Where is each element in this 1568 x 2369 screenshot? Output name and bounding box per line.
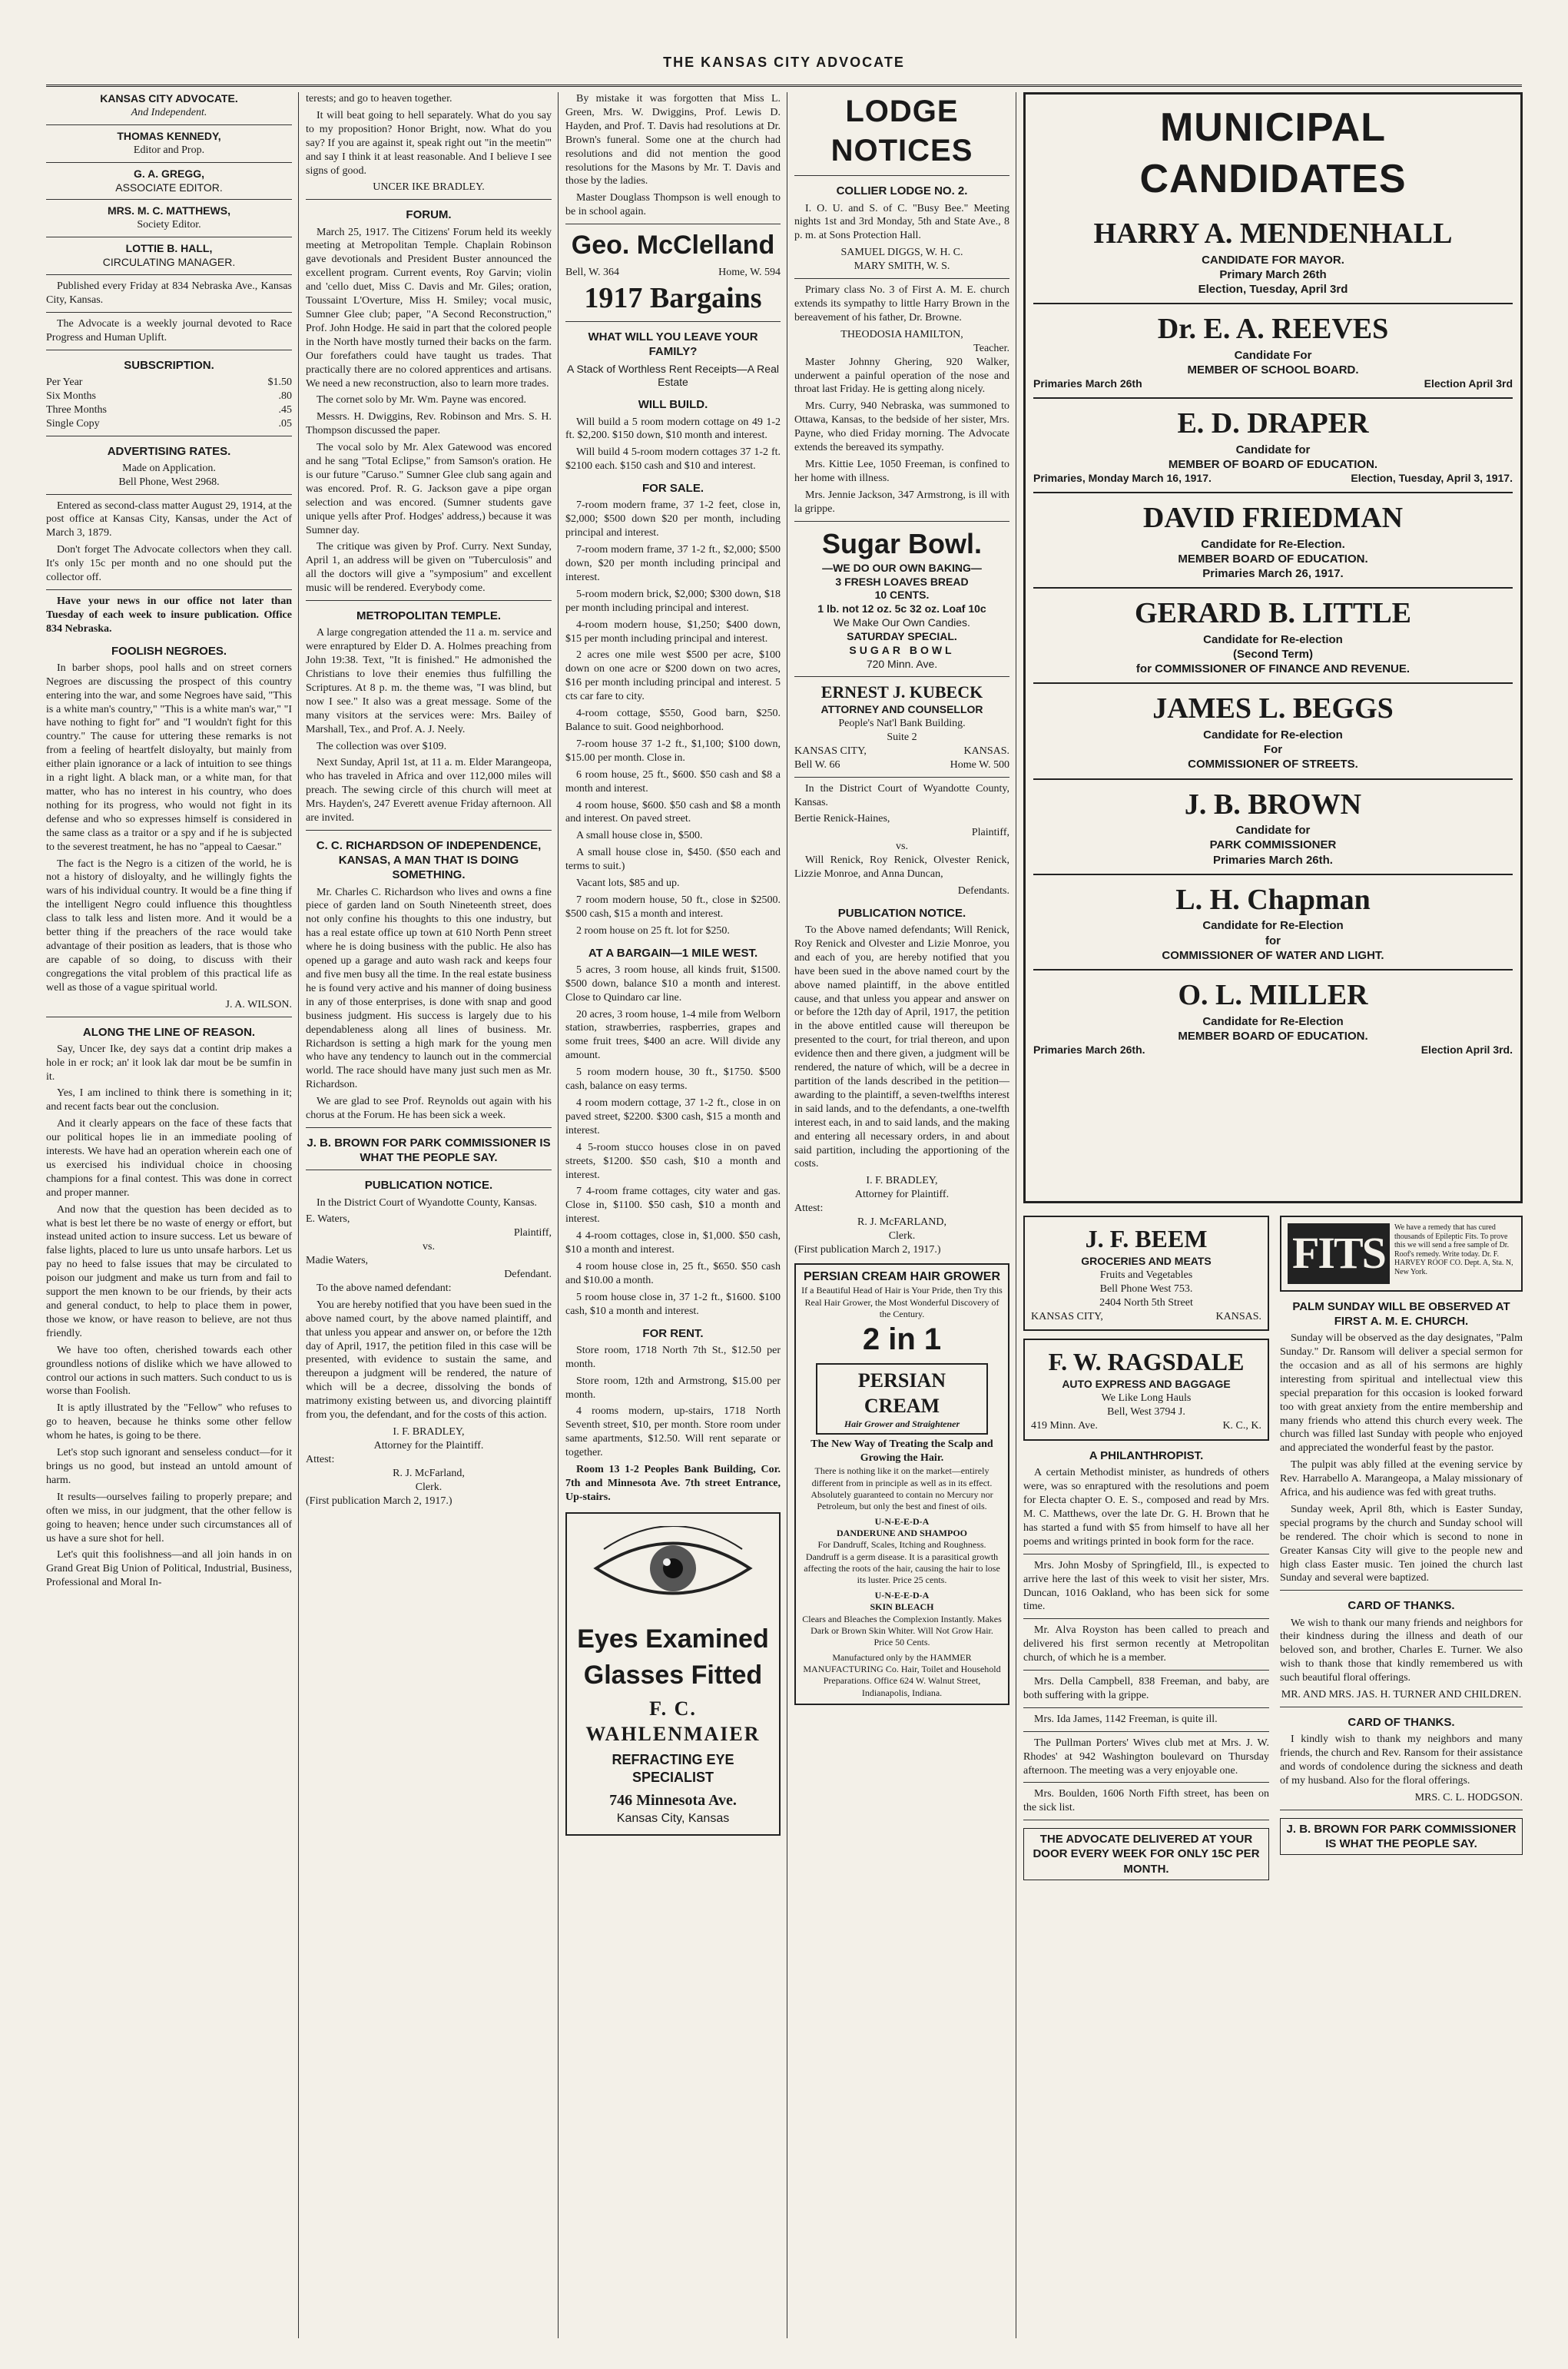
persian-logo [816,1363,988,1435]
bargain-heading: AT A BARGAIN—1 MILE WEST. [588,946,758,960]
listing: A small house close in, $500. [576,830,703,842]
candidate-dates: Primaries, Monday March 16, 1917. Election, Tuesday, April 3, 1917. [1033,472,1513,485]
article-paragraph: It results—ourselves failing to properly prepare; and often we miss, in our judgment, that the other fellow is going to heaven; hence under such circumstances all of us have a sure shot for hell. [46,1491,292,1544]
candidate-card [1033,589,1513,684]
article-paragraph: The vocal solo by Mr. Alex Gatewood was encored and he sang "Total Eclipse," from Samson's oration. He is our future "Caruso." Sumner Glee club sang again and was encored. Prof. R. G. Jackson gave a pipe organ selection and was encored. (Sumner students gave unique yells after Prof. Hodges' address,) because it was Sumner day. [306,442,552,536]
metropolitan-heading: METROPOLITAN TEMPLE. [356,609,502,623]
brown-box: J. B. BROWN FOR PARK COMMISSIONER IS WHAT THE PEOPLE SAY. [1280,1818,1523,1855]
delivered-note: THE ADVOCATE DELIVERED AT YOUR DOOR EVERY WEEK FOR ONLY 15C PER MONTH. [1023,1828,1269,1880]
richardson-heading: C. C. RICHARDSON OF INDEPENDENCE, KANSAS, A MAN THAT IS DOING SOMETHING. [316,838,542,882]
publication-heading: PUBLICATION NOTICE. [837,906,966,920]
article-signature: UNCER IKE BRADLEY. [373,181,485,194]
candidate-line: Candidate for [1235,824,1311,838]
beem-line: 2404 North 5th Street [1099,1296,1193,1309]
attorney-role: Attorney for the Plaintiff. [373,1439,484,1452]
article-signature: J. A. WILSON. [225,998,292,1010]
staff-name-3: MRS. M. C. MATTHEWS, [108,204,230,217]
candidate-line: COMMISSIONER OF WATER AND LIGHT. [1162,948,1384,962]
listing: Store room, 12th and Armstrong, $15.00 per month. [565,1375,781,1401]
listing: 20 acres, 3 room house, 1-4 mile from Welborn station, strawberries, raspberries, grapes and some fruit trees, $400 an acre. Will divide any amount. [565,1008,781,1062]
listing: 4-room modern house, $1,250; $400 down, $15 per month including principal and interest. [565,619,781,645]
article-paragraph: Sunday will be observed as the day designates, "Palm Sunday." Dr. Ransom will deliver a special sermon for the occasion and as all of his sermons are highly interesting from spiritual and intellectual view this special preparation for this occasion is looked forward too with great anxiety from the entire membership and many friends who attend this church every week. The church was filled last Sunday with people who enjoyed and appreciated the wonderful feast by the pastor. [1280,1332,1523,1455]
forum-heading: FORUM. [406,208,452,222]
candidate-card [1033,304,1513,399]
family-question: WHAT WILL YOU LEAVE YOUR FAMILY? [588,330,758,359]
optician-ad [565,1512,781,1836]
listing: 5 acres, 3 room house, all kinds fruit, $1500. $500 down, balance $10 a month and interest. Close to Quindaro car line. [565,964,781,1004]
collier-heading: COLLIER LODGE NO. 2. [836,184,968,198]
subscription-row: Per Year $1.50 [46,376,292,388]
candidate-name: JAMES L. BEGGS [1152,692,1394,725]
kubeck-city-row: KANSAS CITY, KANSAS. [794,745,1009,757]
article-paragraph: Let's quit this foolishness—and all join hands in on Grand Great Big Union of Political, Industrial, Business, Professional and Moral In- [46,1549,292,1589]
attorney-name: I. F. BRADLEY, [866,1175,938,1187]
article-paragraph: The collection was over $109. [317,740,447,752]
article-paragraph: And now that the question has been decided as to what is best let there be no waste of energy or effort, but instead united action to insure success. Let us beware of false lights, placed to lure us unto unsafe harbors. Let us pay no heed to false issues that may be circulated to poison our judgment and make us turn from and fail to support the men known to be our friends, by their acts and general conduct, to help to place them in power, those we know, or have reason to believe, are not thus friendly. [46,1203,292,1339]
masthead-title: THE KANSAS CITY ADVOCATE [663,55,905,70]
paper-name: KANSAS CITY ADVOCATE. [100,92,238,105]
candidate-card [1033,780,1513,875]
candidate-line: (Second Term) [1233,648,1313,662]
first-publication: (First publication March 2, 1917.) [794,1243,941,1256]
clerk-role: Clerk. [888,1229,916,1242]
fits-ad [1280,1216,1523,1292]
listing: 4-room cottage, $550, Good barn, $250. Balance to suit. Good neighborhood. [565,708,781,733]
article-paragraph: A large congregation attended the 11 a. m. service and were enraptured by Elder D. A. Holmes preaching from John 19:38. Text, "It is finished." He admonished the Christians to love their enemies thus fulfilling the Scriptures. At 8 p. m. the theme was, "I was blind, but now I see." It also was a great message. Some of the many visitors at the services were: Mrs. Bailey of Marshall, Tex., and Prof. A. J. Neely. [306,627,552,735]
candidate-line: Election, Tuesday, April 3rd [1198,283,1348,297]
eye-icon [588,1526,757,1611]
article-paragraph: Mrs. Jennie Jackson, 347 Armstrong, is ill with la grippe. [794,489,1009,515]
listing: 4 5-room stucco houses close in on paved streets, $1200. $50 cash, $10 a month and interest. [565,1141,781,1181]
ragsdale-ad [1023,1339,1269,1441]
article-paragraph: The fact is the Negro is a citizen of the world, he is not a history of disloyalty, and he willingly fights the wars of his individual country. It would be a fine thing if the intelligent Negro could influence this thoughtless class to talk less and listen more. And it would be a better thing if the preachers of the race would take advantage of their position as leaders, that is those who are capable of so doing, to discuss with their congregations the vital problem of this practical life as well as those of a vague spiritual world. [46,858,292,994]
candidate-dates: Primaries March 26th. Election April 3rd. [1033,1043,1513,1057]
persian-new: The New Way of Treating the Scalp and Growing the Hair. [811,1438,993,1465]
article-paragraph: The cornet solo by Mr. Wm. Payne was encored. [317,394,527,406]
kubeck-phone-row: Bell W. 66 Home W. 500 [794,758,1009,771]
listing: 2 acres one mile west $500 per acre, $100 down on one acre or $200 down on two acres, $16 per month including principal and interest. 5 cts car fare to city. [565,649,781,703]
thanks-heading: CARD OF THANKS. [1348,1716,1455,1729]
listing: Vacant lots, $85 and up. [576,878,680,890]
clerk-name: R. J. McFARLAND, [857,1216,947,1229]
beem-name: J. F. BEEM [1085,1225,1208,1253]
column-5 [1023,92,1523,2338]
article-paragraph: In barber shops, pool halls and on street corners Negroes are discussing the prospect of this country entering into the war, and some Negroes have said, "This is a white man's country," "This is a white man's war," "I have nothing to fight for" and "I wouldn't fight for this country." The cause for uttering these remarks is not from a feeling of heartfelt disloyalty, but mainly from either plain ignorance or a lack of intuition to see things in a right light. A black man, or a white man, for that matter, who has no interest in his country, who does nothing for its progress, who would not fight in its defense and who so expresses himself is considered in the same class as a traitor or a spy and if he is subjected to the severest treatment, he has no "appeal to Caesar." [46,662,292,853]
attest: Attest: [794,1203,824,1215]
staff-role-2: ASSOCIATE EDITOR. [115,181,223,194]
article-paragraph: And it clearly appears on the face of these facts that our political hopes lie in an immediate pooling of interests. We have had an operation wherein each one of us exercised his individual choice in choosing champions for a final contest. This was done in correct and proper manner. [46,1118,292,1199]
uneda-manufacturer: Manufactured only by the HAMMER MANUFACTURING Co. Hair, Toilet and Household Preparations. Office 624 W. Walnut Street, Indianapolis, Indiana. [803,1651,1001,1698]
attorney-role: Attorney for Plaintiff. [854,1189,950,1201]
municipal-candidates-title: MUNICIPAL CANDIDATES [1139,105,1407,201]
listing: 7 room modern house, 50 ft., close in $2500. $500 cash, $15 a month and interest. [565,894,781,920]
mcclelland-address: Room 13 1-2 Peoples Bank Building, Cor. 7th and Minnesota Ave. 7th street Entrance, Up-stairs. [565,1464,781,1503]
column-4 [794,92,1016,2338]
sugar-line: —WE DO OUR OWN BAKING— [822,561,982,574]
kubeck-name: ERNEST J. KUBECK [820,682,983,702]
listing: 4 rooms modern, up-stairs, 1718 North Seventh street, $10, per month. Store room under same apartments, $12.50. Will rent separate or together. [565,1405,781,1459]
mission-note: The Advocate is a weekly journal devoted to Race Progress and Human Uplift. [46,317,292,343]
reason-heading: ALONG THE LINE OF REASON. [82,1025,256,1039]
persian-subheading: If a Beautiful Head of Hair is Your Pride, then Try this Real Hair Grower, the Most Wonderful Discovery of the Century. [801,1285,1003,1319]
article-paragraph: I kindly wish to thank my neighbors and many friends, the church and Rev. Ransom for their assistance and words of condolence during the sickness and death of my husband. Also for the floral offerings. [1280,1734,1523,1787]
optician-specialty: REFRACTING EYE SPECIALIST [612,1752,734,1786]
listing: 7-room modern frame, 37 1-2 ft., $2,000; $500 down, $20 per month including principal and interest. [565,544,781,583]
candidate-line: PARK COMMISSIONER [1209,838,1337,852]
lower-section [1023,1216,1523,1883]
news-note: Have your news in our office not later than Tuesday of each week to insure publication. Office 834 Nebraska. [46,595,292,635]
primary-signature: THEODOSIA HAMILTON, [840,328,963,340]
sugar-bowl-title: Sugar Bowl. [821,527,983,559]
uneda-title: U-N-E-E-D-A [874,1589,930,1601]
article-paragraph: Messrs. H. Dwiggins, Rev. Robinson and Mrs. S. H. Thompson discussed the paper. [306,411,552,437]
article-paragraph: Sunday week, April 8th, which is Easter Sunday, special programs by the church and Sunday school will be rendered. The choir which is second to none in Greater Kansas City will give to the people new and high class Easter music. Ten joined the church last Sunday and several were baptized. [1280,1503,1523,1584]
plaintiff-label: Plaintiff, [513,1227,552,1239]
beem-line: GROCERIES AND MEATS [1081,1254,1212,1267]
candidate-name: Dr. E. A. REEVES [1157,313,1389,346]
candidate-dates: Primaries March 26th Election April 3rd [1033,377,1513,390]
uneda-title: U-N-E-E-D-A [874,1515,930,1527]
listing: Store room, 1718 North 7th St., $12.50 per month. [565,1344,781,1370]
column-1 [46,92,299,2338]
ragsdale-address-row: 419 Minn. Ave. K. C., K. [1031,1420,1261,1432]
candidate-line: Primary March 26th [1219,267,1327,281]
thanks-signature: MRS. C. L. HODGSON. [1414,1791,1523,1803]
article-paragraph: Mrs. Ida James, 1142 Freeman, is quite ill. [1034,1713,1218,1725]
subscription-heading: SUBSCRIPTION. [124,358,214,372]
persian-cream-ad [794,1263,1009,1705]
listing: 4 room house close in, 25 ft., $650. $50 cash and $10.00 a month. [565,1260,781,1286]
uneda-subtitle: SKIN BLEACH [870,1601,934,1613]
lower-right-column [1280,1216,1523,1883]
listing: 6 room house, 25 ft., $600. $50 cash and $8 a month and interest. [565,768,781,795]
foolish-heading: FOOLISH NEGROES. [111,644,227,658]
persian-body: There is nothing like it on the market—entirely different from in principle as well as in its effect. Absolutely guaranteed to contain no Mercury nor Petroleum, but only the best and finest of oils. [811,1465,993,1512]
staff-name-2: G. A. GREGG, [133,167,205,180]
candidate-line: For [1263,743,1283,757]
defendant-label: Defendant. [504,1269,552,1281]
persian-logo-text: PERSIAN CREAM [857,1369,946,1417]
candidate-name: GERARD B. LITTLE [1134,597,1412,630]
article-paragraph: It will beat going to hell separately. What do you say to my proposition? Honor Bright, now. What do you say? If you are against it, speak right out "in the meetin'" and say I think it at least reasonable. And I believe I see signs of good. [306,109,552,177]
municipal-candidates-box [1023,92,1523,1203]
defendants-names: Will Renick, Roy Renick, Olvester Renick, Lizzie Monroe, and Anna Duncan, [794,854,1009,881]
candidate-name: J. B. BROWN [1184,788,1362,821]
article-paragraph: Mrs. Kittie Lee, 1050 Freeman, is confined to her home with illness. [794,458,1009,484]
clerk-name: R. J. McFarland, [393,1467,465,1479]
for-sale-heading: FOR SALE. [641,482,704,496]
listing: 7-room modern frame, 37 1-2 feet, close in, $2,000; $500 down $20 per month, including principal and interest. [565,499,781,539]
candidate-line: MEMBER BOARD OF EDUCATION. [1178,1029,1368,1043]
clerk-role: Clerk. [415,1481,443,1493]
article-paragraph: We have too often, cherished towards each other groundless notions of dislike which we have allowed to control our actions in such matters. Such conduct to us is worse than Foolish. [46,1344,292,1398]
article-paragraph: Mrs. Curry, 940 Nebraska, was summoned to Ottawa, Kansas, to the bedside of her sister, Mrs. Payne, who died Friday morning. The Advocate extends the bereaved its sympathy. [794,400,1009,454]
ragsdale-line: We Like Long Hauls [1101,1392,1192,1405]
listing: 5 room modern house, 30 ft., $1750. $500 cash, balance on easy terms. [565,1067,781,1093]
candidate-line: MEMBER OF BOARD OF EDUCATION. [1168,458,1378,471]
staff-role-3: Society Editor. [137,219,201,231]
sugar-line: 10 CENTS. [874,589,930,602]
kubeck-building: People's Nat'l Bank Building. [838,717,966,729]
versus: vs. [896,841,908,853]
column-3 [565,92,787,2338]
article-paragraph: By mistake it was forgotten that Miss L. Green, Mrs. W. Dwiggins, Prof. Lewis D. Hayden, and Prof. T. Davis had resolutions at Dr. Brown's funeral. Some one at the church had resolutions and did not mention the good resolutions for the Masons by Mr. T. Davis and those by the ladies. [565,93,781,187]
versus: vs. [423,1241,435,1253]
candidate-line: for COMMISSIONER OF FINANCE AND REVENUE. [1135,662,1411,676]
article-paragraph: Say, Uncer Ike, dey says dat a contint drip makes a hole in er rock; an' it look lak dar mout be be sumfin in it. [46,1043,292,1083]
philanthropist-heading: A PHILANTHROPIST. [1089,1449,1204,1463]
staff-name-4: LOTTIE B. HALL, [125,242,213,255]
plaintiff-name: E. Waters, [306,1213,350,1226]
candidate-name: DAVID FRIEDMAN [1142,502,1404,535]
subscription-row: Six Months .80 [46,390,292,402]
plaintiff-label: Plaintiff, [971,827,1009,839]
candidate-card [1033,209,1513,304]
glasses-fitted: Glasses Fitted [583,1661,763,1690]
first-publication: (First publication March 2, 1917.) [306,1495,452,1507]
persian-big: 2 in 1 [862,1322,942,1357]
candidate-line: COMMISSIONER OF STREETS. [1188,758,1358,771]
candidate-line: Candidate for Re-election [1203,632,1343,646]
optician-city: Kansas City, Kansas [616,1811,730,1825]
entered-note: Entered as second-class matter August 29, 1914, at the post office at Kansas City, Kansas, under the Act of March 3, 1879. [46,499,292,539]
ragsdale-name: F. W. RAGSDALE [1048,1348,1245,1376]
candidate-line: for [1265,934,1281,947]
column-2 [306,92,559,2338]
listing: 5-room modern brick, $2,000; $300 down, $18 per month including principal and interest. [565,588,781,614]
listing: 2 room house on 25 ft. lot for $250. [576,924,730,937]
defendants-label: Defendants. [957,884,1009,897]
sugar-line: 720 Minn. Ave. [866,658,938,671]
article-paragraph: I. O. U. and S. of C. "Busy Bee." Meeting nights 1st and 3rd Monday, 5th and State Ave., 8 p. m. at Sons Protection Hall. [794,202,1009,242]
notice-to: To the above named defendant: [317,1282,452,1294]
persian-heading: PERSIAN CREAM HAIR GROWER [803,1269,1000,1283]
sugar-line: SATURDAY SPECIAL. [847,630,957,643]
listing: 4 4-room cottages, close in, $1,000. $50 cash, $10 a month and interest. [565,1230,781,1256]
article-paragraph: Yes, I am inclined to think there is something in it; and recent facts bear out the conclusion. [46,1087,292,1113]
article-paragraph: Next Sunday, April 1st, at 11 a. m. Elder Marangeopa, who has traveled in Africa and over 112,000 miles will preach. The sewing circle of this church will meet at Mrs. Hayden's, 247 Everett avenue Friday afternoon. All are invited. [306,757,552,825]
listing: Will build 4 5-room modern cottages 37 1-2 ft. $2100 each. $150 cash and $10 and interest. [565,446,781,473]
eyes-examined: Eyes Examined [577,1624,769,1654]
candidate-name: E. D. DRAPER [1177,407,1369,440]
article-paragraph: Mrs. Boulden, 1606 North Fifth street, has been on the sick list. [1023,1788,1269,1814]
sugar-line: SUGAR BOWL [849,644,955,657]
staff-name-1: THOMAS KENNEDY, [117,129,221,142]
notice-body: You are hereby notified that you have been sued in the above named court, by the above named plaintiff, and that unless you appear and answer on, or before the 12th day of April, 1917, the petition filed in this case will be presented, with evidence to sustain the same, and thereupon a judgment will be rendered, the nature of which will be a decree, dissolving the bonds of matrimony existing between us, and divorcing plaintiff from you, the defendant, and for the costs of this action. [306,1299,552,1422]
ragsdale-line: Bell, West 3794 J. [1107,1406,1185,1418]
candidate-line: Primaries March 26th. [1213,853,1333,867]
candidate-name: HARRY A. MENDENHALL [1093,217,1453,251]
mcclelland-name: Geo. McClelland [571,231,775,260]
candidate-card [1033,399,1513,493]
article-paragraph: Let's stop such ignorant and senseless conduct—for it brings us no good, but instead an untold amount of harm. [46,1447,292,1486]
primary-role: Teacher. [973,342,1009,354]
listing: Will build a 5 room modern cottage on 49 1-2 ft. $2,200. $150 down, $10 month and interest. [565,416,781,442]
subscription-row: Single Copy .05 [46,417,292,430]
advertising-line-2: Bell Phone, West 2968. [118,476,220,488]
collier-signature-1: SAMUEL DIGGS, W. H. C. [840,247,963,259]
article-paragraph: Primary class No. 3 of First A. M. E. church extends its sympathy to little Harry Brown in the bereavement of his father, Dr. Browne. [794,284,1009,323]
candidate-name: L. H. Chapman [1175,883,1371,916]
article-paragraph: We are glad to see Prof. Reynolds out again with his chorus at the Forum. He has been sick a week. [306,1096,552,1122]
candidate-line: CANDIDATE FOR MAYOR. [1202,253,1344,267]
candidate-line: MEMBER BOARD OF EDUCATION. [1178,552,1368,566]
listing: A small house close in, $450. ($50 each and terms to suit.) [565,847,781,873]
thanks-heading: CARD OF THANKS. [1348,1599,1455,1613]
candidate-line: Primaries March 26, 1917. [1202,567,1344,581]
attest: Attest: [306,1453,335,1465]
article-paragraph: Mr. Charles C. Richardson who lives and owns a fine piece of garden land on South Nineteenth street, does not only confine his thoughts to this one industry, but has a real estate office up town at 610 North Penn street where he is doing business with the public. He also has opened up a garage and auto wash rack and keeps four and five men busy all the time. In the real estate business he is found very active and his manner of doing business in any of those enterprises, is done with snap and good business judgment. His success is largely due to his dependableness along all lines of business. Mr. Richardson is setting a high mark for the young men who have any tendency to launch out in the commercial world. The race should have many just such men as Mr. Richardson. [306,886,552,1091]
lower-left-column [1023,1216,1269,1883]
listing: 4 room modern cottage, 37 1-2 ft., close in on paved street, $2200. $300 cash, $15 a month and interest. [565,1097,781,1136]
staff-role-4: CIRCULATING MANAGER. [102,256,236,269]
thanks-signature: MR. AND MRS. JAS. H. TURNER AND CHILDREN. [1281,1689,1522,1701]
for-rent-heading: FOR RENT. [642,1326,704,1340]
candidate-line: Candidate For [1234,348,1312,362]
article-paragraph: terests; and go to heaven together. [306,93,452,105]
sugar-line: We Make Our Own Candies. [834,616,970,629]
fits-big: FITS [1288,1223,1390,1284]
candidate-line: MEMBER OF SCHOOL BOARD. [1187,363,1359,377]
lodge-notices-title: LODGE NOTICES [830,95,973,168]
beem-city-row: KANSAS CITY, KANSAS. [1031,1310,1261,1322]
notice-body: To the Above named defendants; Will Renick, Roy Renick and Olvester and Lizie Monroe, you and each of you, are hereby notified that you have been sued in the above named court by the above named plaintiff, in the above entitled cause, and that unless you appear and answer on or before the 12th day of April, 1917, the petition in the above entitled cause will thereupon be presented to the court, for trial thereon, and upon evidence then and there given, a judgment will be rendered, the nature of which, will be a decree in partition of the lands described in the petition—awarding to the plaintiff, a seven-twelfths interest in said lands, and to the defendants, a one-twelfth interest each, in and to said lands, and the making and entering all necessary orders, in and about said partition, including the apportioning of the costs. [794,924,1009,1170]
article-paragraph: The critique was given by Prof. Curry. Next Sunday, April 1, an address will be given on "Tuberculosis" and all the doctors will give a "symposium" and excellent music will be rendered. Everybody come. [306,541,552,595]
beem-ad [1023,1216,1269,1331]
sugar-line: 3 FRESH LOAVES BREAD [835,575,969,588]
optician-name: F. C. WAHLENMAIER [585,1697,761,1745]
listing: 4 room house, $600. $50 cash and $8 a month and interest. On paved street. [565,799,781,825]
defendant-name: Madie Waters, [306,1255,369,1267]
listing: 5 room house close in, 37 1-2 ft., $1600. $100 cash, $10 a month and interest. [565,1291,781,1317]
fits-text: We have a remedy that has cured thousands of Epileptic Fits. To prove this we will send a free sample of Dr. Roof's remedy. Write today. Dr. F. HARVEY ROOF CO. Dept. A, Sta. N, New York. [1394,1223,1513,1276]
article-paragraph: A certain Methodist minister, as hundreds of others were, was so enraptured with the resolutions and poem for Electa chapter O. E. S., composed and read by Mrs. M. C. Matthews, over the late Dr. G. H. Brown that he has started a fund with $5 from himself to have all her poems and writings printed in book form for the race. [1023,1467,1269,1548]
paper-tag: And Independent. [131,106,207,118]
candidate-card [1033,875,1513,970]
kubeck-role: ATTORNEY AND COUNSELLOR [820,703,983,716]
staff-role-1: Editor and Prop. [133,144,205,156]
masthead [46,54,1522,87]
brown-note: J. B. BROWN FOR PARK COMMISSIONER IS WHAT THE PEOPLE SAY. [307,1136,551,1165]
advertising-heading: ADVERTISING RATES. [107,444,231,458]
listing: 7 4-room frame cottages, city water and gas. Close in, $1100. $50 cash, $10 a month and interest. [565,1186,781,1226]
mcclelland-phones: Bell, W. 364 Home, W. 594 [565,266,781,278]
candidate-line: Candidate for [1235,443,1311,456]
candidate-line: Candidate for Re-Election. [1201,537,1345,551]
article-paragraph: Mrs. Della Campbell, 838 Freeman, and baby, are both suffering with la grippe. [1023,1676,1269,1701]
persian-logo-subtext: Hair Grower and Straightener [844,1418,960,1430]
court-line: In the District Court of Wyandotte County, Kansas. [317,1196,537,1209]
advertising-line-1: Made on Application. [122,462,216,474]
article-paragraph: Mr. Alva Royston has been called to preach and delivered his first sermon recently at Metropolitan church, of which he is a member. [1023,1624,1269,1664]
beem-line: Bell Phone West 753. [1099,1282,1193,1295]
attorney-name: I. F. BRADLEY, [393,1426,465,1438]
uneda-subtitle: DANDERUNE AND SHAMPOO [836,1528,967,1539]
stack-line: A Stack of Worthless Rent Receipts—A Real Estate [567,362,779,389]
ragsdale-line: AUTO EXPRESS AND BAGGAGE [1062,1378,1231,1391]
collector-note: Don't forget The Advocate collectors when they call. It's only 15c per month and no one should put the collector off. [46,544,292,584]
optician-address: 746 Minnesota Ave. [609,1792,737,1810]
court-line: In the District Court of Wyandotte County, Kansas. [794,782,1009,808]
candidate-name: O. L. MILLER [1178,979,1368,1012]
subscription-row: Three Months .45 [46,403,292,416]
candidate-card [1033,970,1513,1063]
will-build-heading: WILL BUILD. [638,398,708,412]
sugar-line: 1 lb. not 12 oz. 5c 32 oz. Loaf 10c [817,602,986,615]
palm-heading: PALM SUNDAY WILL BE OBSERVED AT FIRST A. M. E. CHURCH. [1292,1299,1510,1328]
article-paragraph: Master Douglass Thompson is well enough to be in school again. [565,192,781,218]
article-paragraph: Master Johnny Ghering, 920 Walker, underwent a painful operation of the nose and throat last Friday. He is getting along nicely. [794,356,1009,396]
candidate-card [1033,493,1513,589]
listing: 7-room house 37 1-2 ft., $1,100; $100 down, $15.00 per month. Close in. [565,738,781,764]
article-paragraph: The Pullman Porters' Wives club met at Mrs. J. W. Rhodes' at 942 Washington boulevard on Thursday afternoon. The meeting was a very enjoyable one. [1023,1737,1269,1777]
uneda-body: For Dandruff, Scales, Itching and Roughness. Dandruff is a germ disease. It is a parasitical growth affecting the roots of the hair, causing the hair to lose its luster. Price 25 cents. [804,1539,1000,1586]
article-paragraph: March 25, 1917. The Citizens' Forum held its weekly meeting at Metropolitan Temple. Chaplain Robinson gave devotionals and President Buster announced the excellent program. Current events, Roy Garvin; violin and 'cello duet, Miss C. Davis and Mr. Giles; oration, Toussaint L'Overture, Miss H. Smiley; vocal music, Sumner Glee club; paper, "A Second Reconstruction," Prof. John Hodge. He said in part that the colored people in the North have mostly turned their backs on the farm. Our forefathers could have taught us trades. That practically there are no colored apprentices and artisans. We need a new reconstruction, also to learn more trades. [306,226,552,390]
article-paragraph: It is aptly illustrated by the "Fellow" who refuses to go to heaven, because he thinks some other fellow whom he hates, is going to be there. [46,1402,292,1442]
article-paragraph: The pulpit was ably filled at the evening service by Rev. Harrabello A. Marangeopa, a Malay missionary of Africa, and his audience was fed with great truths. [1280,1459,1523,1499]
published-note: Published every Friday at 834 Nebraska Ave., Kansas City, Kansas. [46,280,292,306]
article-paragraph: We wish to thank our many friends and neighbors for their kindness during the illness and death of our beloved son, and brother, Charles E. Turner. We also wish to thank those that kindly remembered us with such beautiful floral offerings. [1280,1617,1523,1684]
article-paragraph: Mrs. John Mosby of Springfield, Ill., is expected to arrive here the last of this week to visit her sister, Mrs. Duncan, 1016 Oakland, who has been sick for some time. [1023,1559,1269,1613]
bargains-title: 1917 Bargains [584,281,762,314]
candidate-line: Candidate for Re-Election [1202,1014,1344,1028]
candidate-card [1033,684,1513,779]
kubeck-suite: Suite 2 [887,731,917,743]
uneda-body: Clears and Bleaches the Complexion Instantly. Makes Dark or Brown Skin Whiter. Will Not Grow Hair. Price 50 Cents. [802,1613,1002,1648]
candidate-line: Candidate for Re-Election [1202,919,1344,933]
beem-line: Fruits and Vegetables [1099,1269,1193,1281]
publication-heading: PUBLICATION NOTICE. [364,1179,493,1193]
candidate-line: Candidate for Re-election [1203,728,1343,742]
plaintiff-name: Bertie Renick-Haines, [794,813,890,825]
collier-signature-2: MARY SMITH, W. S. [854,260,950,273]
